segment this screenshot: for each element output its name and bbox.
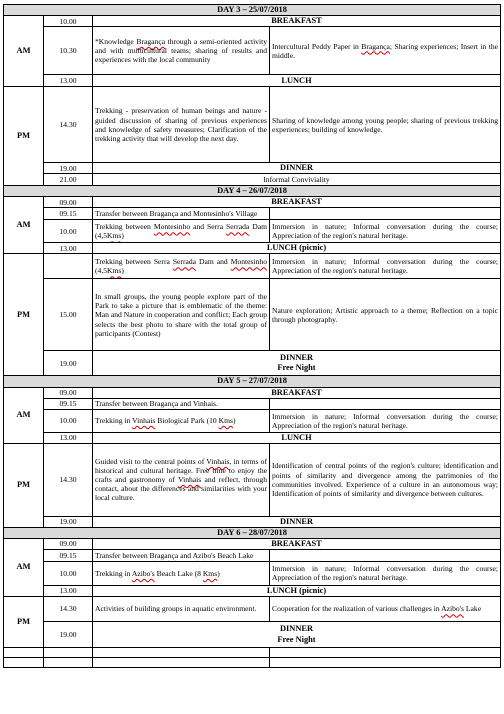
schedule-row bbox=[4, 538, 501, 549]
spellcheck-mark: Vinhais bbox=[192, 399, 217, 409]
activity-cell: Trekking between Serra Serrada Dam and Montesinho (4,5Kms) bbox=[93, 254, 270, 279]
spellcheck-mark: Kms bbox=[202, 568, 218, 578]
meal-label: LUNCH (picnic) bbox=[266, 243, 327, 253]
time-cell: 13.00 bbox=[44, 75, 93, 87]
day-header: DAY 3 – 25/07/2018 bbox=[4, 5, 501, 16]
empty-cell bbox=[93, 658, 270, 668]
time-cell: 10.00 bbox=[44, 561, 93, 585]
activity-cell: Trekking - preservation of human beings and nature - guided discussion of sharing of previous experiences and knowledge of safety measures; Clarification of the trekking activity that will develop the next day. bbox=[93, 87, 270, 163]
meal-cell bbox=[93, 351, 501, 376]
time-cell: 14.30 bbox=[44, 597, 93, 622]
day-header: DAY 5 – 27/07/2018 bbox=[4, 376, 501, 387]
period-label: PM bbox=[4, 443, 44, 527]
time-cell: 09.00 bbox=[44, 538, 93, 549]
outcome-cell bbox=[270, 208, 501, 220]
time-cell: 13.00 bbox=[44, 432, 93, 443]
meal-label: LUNCH bbox=[281, 75, 312, 85]
spellcheck-mark: Azibo's bbox=[441, 604, 465, 614]
schedule-row bbox=[4, 443, 501, 516]
activity-cell: Guided visit to the central points of Vinhais, in terms of historical and cultural heritage. Free time to enjoy the crafts and gastronomy of Vinhais and reflect, through contact, about the differences and similarities with your local culture. bbox=[93, 443, 270, 516]
meal-cell bbox=[93, 197, 501, 208]
empty-cell bbox=[4, 648, 44, 658]
schedule-row bbox=[4, 254, 501, 279]
time-cell: 09.15 bbox=[44, 549, 93, 561]
meal-label: DINNER bbox=[279, 353, 314, 363]
evening-label: Free Night bbox=[277, 634, 316, 644]
outcome-cell: Sharing of knowledge among young people; sharing of previous trekking experiences; building of knowledge. bbox=[270, 87, 501, 163]
schedule-row bbox=[4, 597, 501, 622]
activity-cell: *Knowledge Bragança through a semi-oriented activity and with multicultural teams; sharing of results and experiences with the local community bbox=[93, 27, 270, 75]
time-cell: 09.00 bbox=[44, 197, 93, 208]
schedule-row bbox=[4, 387, 501, 398]
meal-cell bbox=[93, 585, 501, 596]
empty-cell bbox=[93, 648, 270, 658]
spellcheck-mark: Serrada bbox=[172, 257, 197, 267]
time-cell: 14.30 bbox=[44, 443, 93, 516]
spellcheck-mark: Kms bbox=[218, 416, 233, 426]
outcome-cell: Intercultural Peddy Paper in Bragança; Sharing experiences; Insert in the middle. bbox=[270, 27, 501, 75]
meal-label: DINNER bbox=[279, 516, 314, 526]
period-label: AM bbox=[4, 16, 44, 87]
schedule-row bbox=[4, 163, 501, 174]
schedule-row bbox=[4, 27, 501, 75]
day-header-row bbox=[4, 527, 501, 538]
time-cell: 15.00 bbox=[44, 279, 93, 351]
activity-cell: Activities of building groups in aquatic environment. bbox=[93, 597, 270, 622]
activity-cell: Trekking in Vinhais Biological Park (10 Kms) bbox=[93, 409, 270, 432]
day-header-row bbox=[4, 186, 501, 197]
empty-cell bbox=[270, 658, 501, 668]
outcome-cell: Immersion in nature; Informal conversation during the course; Appreciation of the region's natural heritage. bbox=[270, 254, 501, 279]
empty-cell bbox=[44, 648, 93, 658]
outcome-cell: Immersion in nature; Informal conversation during the course; Appreciation of the region's natural heritage. bbox=[270, 409, 501, 432]
spellcheck-mark: Kms bbox=[107, 266, 122, 276]
meal-cell bbox=[93, 243, 501, 254]
schedule-row bbox=[4, 75, 501, 87]
schedule-row bbox=[4, 174, 501, 186]
meal-label: LUNCH bbox=[281, 432, 312, 442]
period-label: AM bbox=[4, 538, 44, 596]
time-cell bbox=[44, 254, 93, 279]
schedule-row bbox=[4, 398, 501, 409]
period-label: PM bbox=[4, 254, 44, 376]
time-cell: 10.30 bbox=[44, 27, 93, 75]
schedule-row bbox=[4, 16, 501, 27]
spellcheck-mark: Montesinho bbox=[153, 222, 191, 232]
meal-cell bbox=[93, 163, 501, 174]
spellcheck-mark: Vinhais bbox=[178, 475, 202, 485]
time-cell: 19.00 bbox=[44, 163, 93, 174]
outcome-cell: Immersion in nature; Informal conversation during the course; Appreciation of the region's natural heritage. bbox=[270, 220, 501, 243]
time-cell: 09.15 bbox=[44, 208, 93, 220]
time-cell: 13.00 bbox=[44, 243, 93, 254]
spellcheck-mark: Bragança bbox=[149, 209, 179, 219]
time-cell: 13.00 bbox=[44, 585, 93, 596]
schedule-row bbox=[4, 561, 501, 585]
meal-cell bbox=[93, 516, 501, 527]
spellcheck-mark: Serrada bbox=[226, 222, 250, 232]
time-cell: 09.15 bbox=[44, 398, 93, 409]
schedule-row bbox=[4, 243, 501, 254]
time-cell: 14.30 bbox=[44, 87, 93, 163]
time-cell: 21.00 bbox=[44, 174, 93, 186]
spellcheck-mark: Vinhais bbox=[206, 456, 230, 466]
meal-label: DINNER bbox=[279, 624, 314, 634]
spellcheck-mark: Vinhais bbox=[132, 416, 156, 426]
outcome-cell: Immersion in nature; Informal conversation during the course; Appreciation of the region's natural heritage. bbox=[270, 561, 501, 585]
spellcheck-mark: Bragança bbox=[361, 41, 390, 51]
schedule-row bbox=[4, 549, 501, 561]
spellcheck-mark: Kms bbox=[107, 231, 122, 241]
activity-cell: Transfer between Bragança and Montesinho's Village bbox=[93, 208, 270, 220]
meal-label: BREAKFAST bbox=[271, 538, 322, 548]
meal-cell bbox=[93, 16, 501, 27]
schedule-row bbox=[4, 432, 501, 443]
time-cell: 19.00 bbox=[44, 351, 93, 376]
time-cell: 10.00 bbox=[44, 16, 93, 27]
schedule-row bbox=[4, 87, 501, 163]
empty-cell bbox=[270, 648, 501, 658]
period-label: AM bbox=[4, 197, 44, 254]
schedule-body bbox=[4, 5, 501, 668]
schedule-row bbox=[4, 622, 501, 648]
schedule-row bbox=[4, 516, 501, 527]
period-label: AM bbox=[4, 387, 44, 443]
schedule-table bbox=[3, 4, 501, 668]
schedule-row bbox=[4, 279, 501, 351]
period-label: PM bbox=[4, 87, 44, 186]
time-cell: 10.00 bbox=[44, 220, 93, 243]
time-cell: 19.00 bbox=[44, 516, 93, 527]
day-header-row bbox=[4, 5, 501, 16]
activity-cell: Transfer between Bragança and Vinhais. bbox=[93, 398, 270, 409]
meal-label: BREAKFAST bbox=[271, 197, 322, 207]
schedule-row bbox=[4, 351, 501, 376]
time-cell: 10.00 bbox=[44, 409, 93, 432]
meal-cell bbox=[93, 75, 501, 87]
activity-cell: Transfer between Bragança and Azibo's Beach Lake bbox=[93, 549, 270, 561]
activity-cell: Trekking between Montesinho and Serra Serrada Dam (4,5Kms) bbox=[93, 220, 270, 243]
spellcheck-mark: Bragança bbox=[149, 399, 179, 409]
time-cell: 09.00 bbox=[44, 387, 93, 398]
plain-cell: Informal Conviviality bbox=[93, 174, 501, 186]
meal-label: LUNCH (picnic) bbox=[266, 585, 327, 595]
meal-label: BREAKFAST bbox=[271, 387, 322, 397]
schedule-row bbox=[4, 220, 501, 243]
day-header: DAY 6 – 28/07/2018 bbox=[4, 527, 501, 538]
empty-cell bbox=[4, 658, 44, 668]
schedule-row bbox=[4, 208, 501, 220]
meal-cell bbox=[93, 622, 501, 648]
schedule-row bbox=[4, 585, 501, 596]
activity-cell: Trekking in Azibo's Beach Lake (8 Kms) bbox=[93, 561, 270, 585]
schedule-row bbox=[4, 409, 501, 432]
spellcheck-mark: Bragança bbox=[149, 550, 179, 560]
spellcheck-mark: Azibo's bbox=[131, 568, 155, 578]
meal-cell bbox=[93, 538, 501, 549]
day-header-row bbox=[4, 376, 501, 387]
meal-cell bbox=[93, 387, 501, 398]
activity-cell: In small groups, the young people explore part of the Park to take a picture that is emblematic of the theme: Man and Nature in cooperation and conflict; Each group selects the best photo to share with the total group of participants (Contest) bbox=[93, 279, 270, 351]
outcome-cell bbox=[270, 398, 501, 409]
empty-row bbox=[4, 648, 501, 658]
schedule-row bbox=[4, 197, 501, 208]
outcome-cell: Nature exploration; Artistic approach to a theme; Reflection on a topic through photography. bbox=[270, 279, 501, 351]
spellcheck-mark: Montesinho's bbox=[192, 209, 234, 219]
evening-label: Free Night bbox=[277, 363, 316, 373]
day-header: DAY 4 – 26/07/2018 bbox=[4, 186, 501, 197]
meal-label: DINNER bbox=[279, 163, 314, 173]
empty-cell bbox=[44, 658, 93, 668]
outcome-cell: Identification of central points of the region's culture; identification and points of similarity and divergence among the patrimonies of the communities involved. Experience of a culture in an autonomous way; Identification of points of similarity and divergence between cultures. bbox=[270, 443, 501, 516]
meal-cell bbox=[93, 432, 501, 443]
spellcheck-mark: Azibo's bbox=[192, 550, 216, 560]
spellcheck-mark: Montesinho bbox=[230, 257, 267, 267]
outcome-cell: Cooperation for the realization of various challenges in Azibo's Lake bbox=[270, 597, 501, 622]
period-label: PM bbox=[4, 597, 44, 648]
time-cell: 19.00 bbox=[44, 622, 93, 648]
meal-label: BREAKFAST bbox=[271, 16, 322, 26]
empty-row bbox=[4, 658, 501, 668]
spellcheck-mark: Bragança bbox=[136, 36, 166, 46]
outcome-cell bbox=[270, 549, 501, 561]
